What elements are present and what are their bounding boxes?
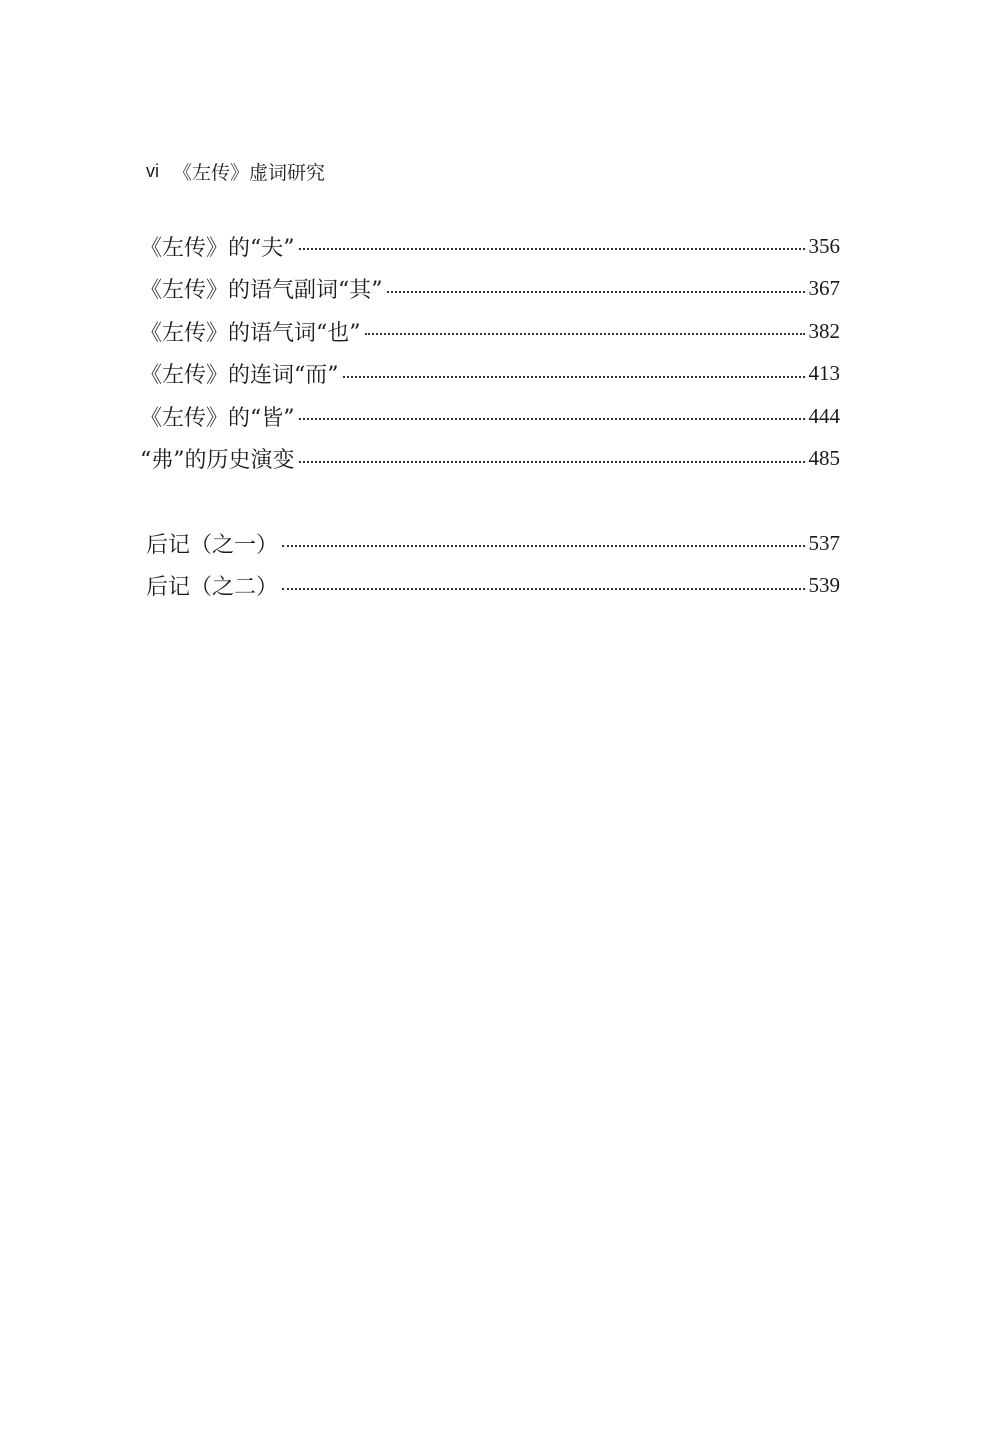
dot-leader bbox=[282, 588, 804, 590]
toc-entry-title: 《左传》的语气词“也” bbox=[140, 320, 361, 346]
dot-leader bbox=[282, 545, 804, 547]
toc-entry[interactable] bbox=[140, 225, 840, 268]
toc-entry-title: 《左传》的语气副词“其” bbox=[140, 278, 383, 304]
page-number: vi bbox=[146, 160, 159, 181]
toc-entry-page: 537 bbox=[808, 530, 840, 555]
toc-entry[interactable] bbox=[140, 310, 840, 353]
toc-entry[interactable] bbox=[140, 353, 840, 396]
toc-entry[interactable] bbox=[140, 438, 840, 481]
table-of-contents-section bbox=[140, 225, 840, 480]
toc-entry-page: 356 bbox=[808, 233, 840, 258]
toc-entry-page: 413 bbox=[808, 361, 840, 386]
toc-entry[interactable] bbox=[140, 268, 840, 311]
toc-entry-page: 444 bbox=[808, 403, 840, 428]
toc-entry-title: “弗”的历史演变 bbox=[140, 448, 295, 474]
dot-leader bbox=[365, 333, 805, 335]
dot-leader bbox=[299, 248, 805, 250]
dot-leader bbox=[299, 461, 805, 463]
toc-entry-page: 382 bbox=[808, 318, 840, 343]
dot-leader bbox=[387, 291, 805, 293]
toc-entry[interactable] bbox=[146, 565, 840, 608]
toc-entry-title: 《左传》的连词“而” bbox=[140, 363, 339, 389]
toc-entry-title: 《左传》的“皆” bbox=[140, 405, 295, 431]
book-title: 《左传》虚词研究 bbox=[173, 161, 326, 184]
toc-entry-title: 《左传》的“夫” bbox=[140, 235, 295, 261]
table-of-contents-afterword-section bbox=[146, 522, 840, 607]
dot-leader bbox=[343, 376, 805, 378]
toc-entry-title: 后记（之一） bbox=[146, 532, 279, 558]
toc-entry[interactable] bbox=[140, 395, 840, 438]
running-header bbox=[146, 156, 325, 186]
toc-entry[interactable] bbox=[146, 522, 840, 565]
toc-entry-page: 539 bbox=[808, 573, 840, 598]
toc-entry-page: 485 bbox=[808, 446, 840, 471]
dot-leader bbox=[299, 418, 805, 420]
toc-entry-page: 367 bbox=[808, 276, 840, 301]
toc-entry-title: 后记（之二） bbox=[146, 575, 279, 601]
